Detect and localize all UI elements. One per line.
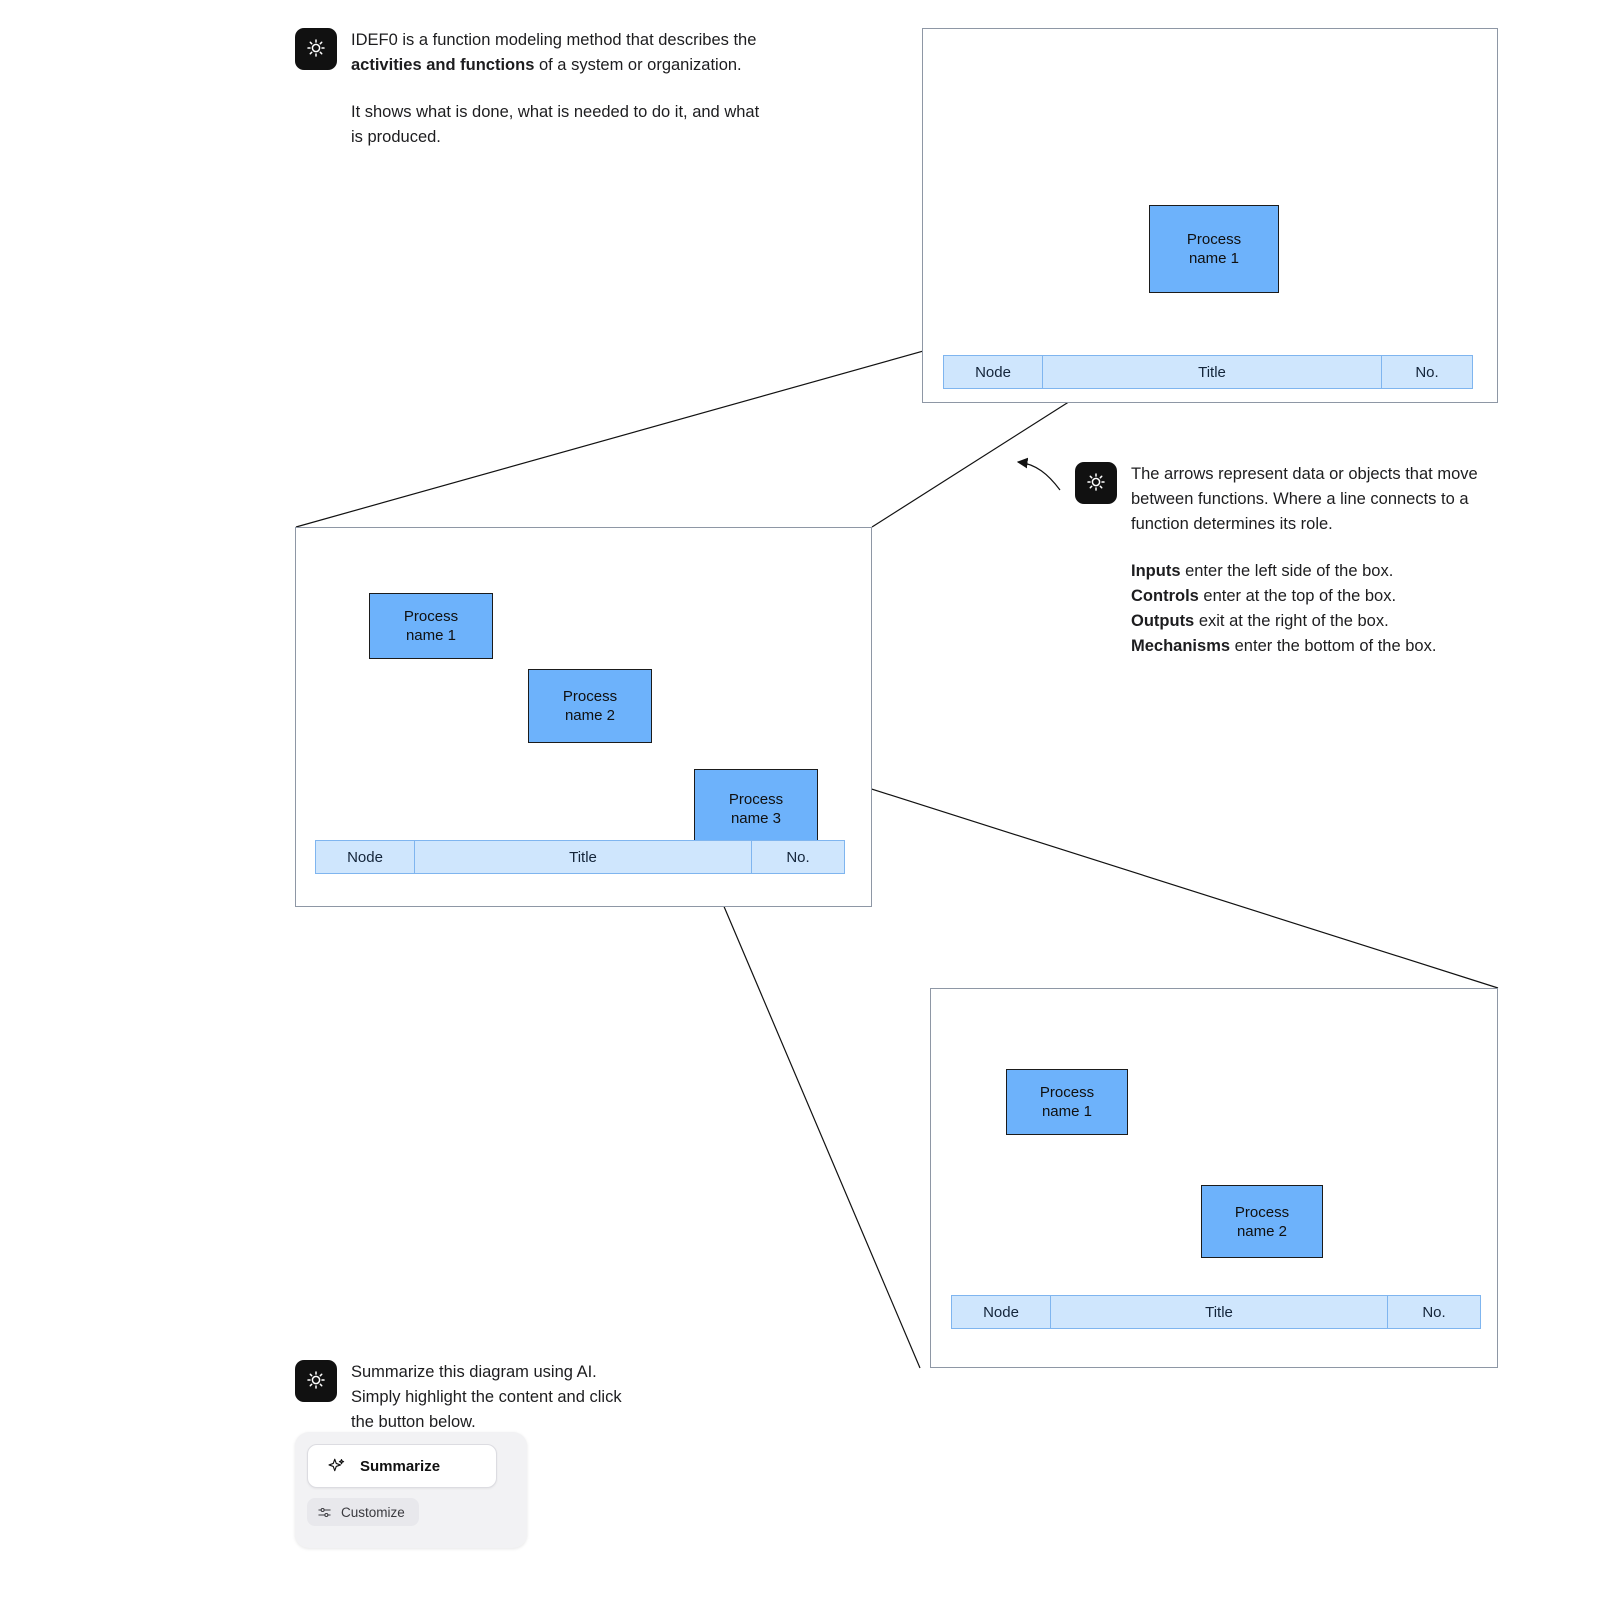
process-box-a2-1[interactable] (1006, 1069, 1128, 1135)
diagram-frame-a0[interactable] (922, 28, 1498, 403)
process-box-a2-2[interactable] (1201, 1185, 1323, 1258)
arrow-role-mechanisms (1131, 634, 1525, 659)
process-box-label (563, 687, 617, 725)
title-bar-a0 (943, 355, 1473, 389)
role-rest-outputs: exit at the right of the box. (1194, 612, 1389, 630)
diagram-frame-a2[interactable] (930, 988, 1498, 1368)
process-box-a1-3[interactable] (694, 769, 818, 848)
note-intro-text (351, 28, 765, 150)
title-bar-node: Node (315, 840, 415, 874)
process-label-line1: Process (403, 608, 459, 625)
title-bar-no: No. (751, 840, 845, 874)
role-rest-inputs: enter the left side of the box. (1180, 562, 1394, 580)
title-bar-node: Node (951, 1295, 1051, 1329)
process-label-line2: name 1 (1188, 250, 1240, 267)
summarize-button-label: Summarize (360, 1457, 441, 1475)
process-label-line2: name 1 (405, 627, 457, 644)
role-rest-controls: enter at the top of the box. (1198, 587, 1397, 605)
process-box-label (1235, 1203, 1289, 1241)
intro-p1-bold: activities and functions (351, 56, 535, 74)
process-label-line1: Process (1234, 1203, 1290, 1221)
summarize-line-3: the button below. (351, 1413, 476, 1431)
process-label-line2: name 3 (730, 809, 782, 827)
note-arrows-text (1131, 462, 1525, 659)
note-arrows (1075, 462, 1525, 659)
role-term-inputs: Inputs (1131, 562, 1181, 580)
note-summarize (295, 1360, 715, 1435)
sliders-icon (317, 1505, 332, 1520)
intro-p1-post: of a system or organization. (534, 56, 742, 74)
title-bar-title: Title (1042, 355, 1382, 389)
process-label-line1: Process (1186, 231, 1242, 248)
process-box-label (729, 790, 783, 828)
summarize-line-2: Simply highlight the content and click (351, 1388, 622, 1406)
role-term-controls: Controls (1131, 587, 1199, 605)
process-box-a0-1[interactable] (1149, 205, 1279, 293)
arrow-role-controls (1131, 584, 1525, 609)
note-intro-paragraph-2: It shows what is done, what is needed to do it, and what is produced. (351, 103, 760, 146)
customize-button-label: Customize (341, 1504, 405, 1520)
lightbulb-icon (295, 1360, 337, 1402)
role-rest-mechanisms: enter the bottom of the box. (1230, 637, 1437, 655)
lightbulb-icon (1075, 462, 1117, 504)
title-bar-node: Node (943, 355, 1043, 389)
process-label-line2: name 2 (1236, 1222, 1288, 1240)
lightbulb-icon (295, 28, 337, 70)
ai-assistant-panel (295, 1432, 527, 1548)
role-term-mechanisms: Mechanisms (1131, 637, 1231, 655)
process-label-line2: name 1 (1041, 1103, 1093, 1120)
note-intro-paragraph-1 (351, 28, 765, 78)
process-label-line2: name 2 (564, 707, 616, 724)
note-intro (295, 28, 765, 150)
process-box-a1-2[interactable] (528, 669, 652, 743)
summarize-line-1: Summarize this diagram using AI. (351, 1363, 597, 1381)
title-bar-title: Title (414, 840, 752, 874)
summarize-button[interactable] (307, 1444, 497, 1488)
process-label-line1: Process (1039, 1084, 1095, 1101)
diagram-frame-a1[interactable] (295, 527, 872, 907)
arrow-role-inputs (1131, 559, 1525, 584)
sparkle-icon (328, 1457, 346, 1475)
title-bar-a2 (951, 1295, 1481, 1329)
intro-p1-pre: IDEF0 is a function modeling method that describes the (351, 31, 757, 49)
arrow-role-outputs (1131, 609, 1525, 634)
title-bar-title: Title (1050, 1295, 1388, 1329)
process-box-a1-1[interactable] (369, 593, 493, 659)
process-label-line1: Process (562, 688, 618, 705)
title-bar-a1 (315, 840, 845, 874)
role-term-outputs: Outputs (1131, 612, 1195, 630)
note-arrows-paragraph: The arrows represent data or objects that move between functions. Where a line connects to a function determines its role. (1131, 465, 1478, 533)
note-summarize-text (351, 1360, 622, 1435)
process-box-label (1187, 230, 1241, 268)
customize-button[interactable] (307, 1498, 419, 1526)
arrow-role-list (1131, 559, 1525, 659)
process-box-label (1040, 1083, 1094, 1121)
process-box-label (404, 607, 458, 645)
process-label-line1: Process (728, 790, 784, 808)
title-bar-no: No. (1381, 355, 1473, 389)
title-bar-no: No. (1387, 1295, 1481, 1329)
